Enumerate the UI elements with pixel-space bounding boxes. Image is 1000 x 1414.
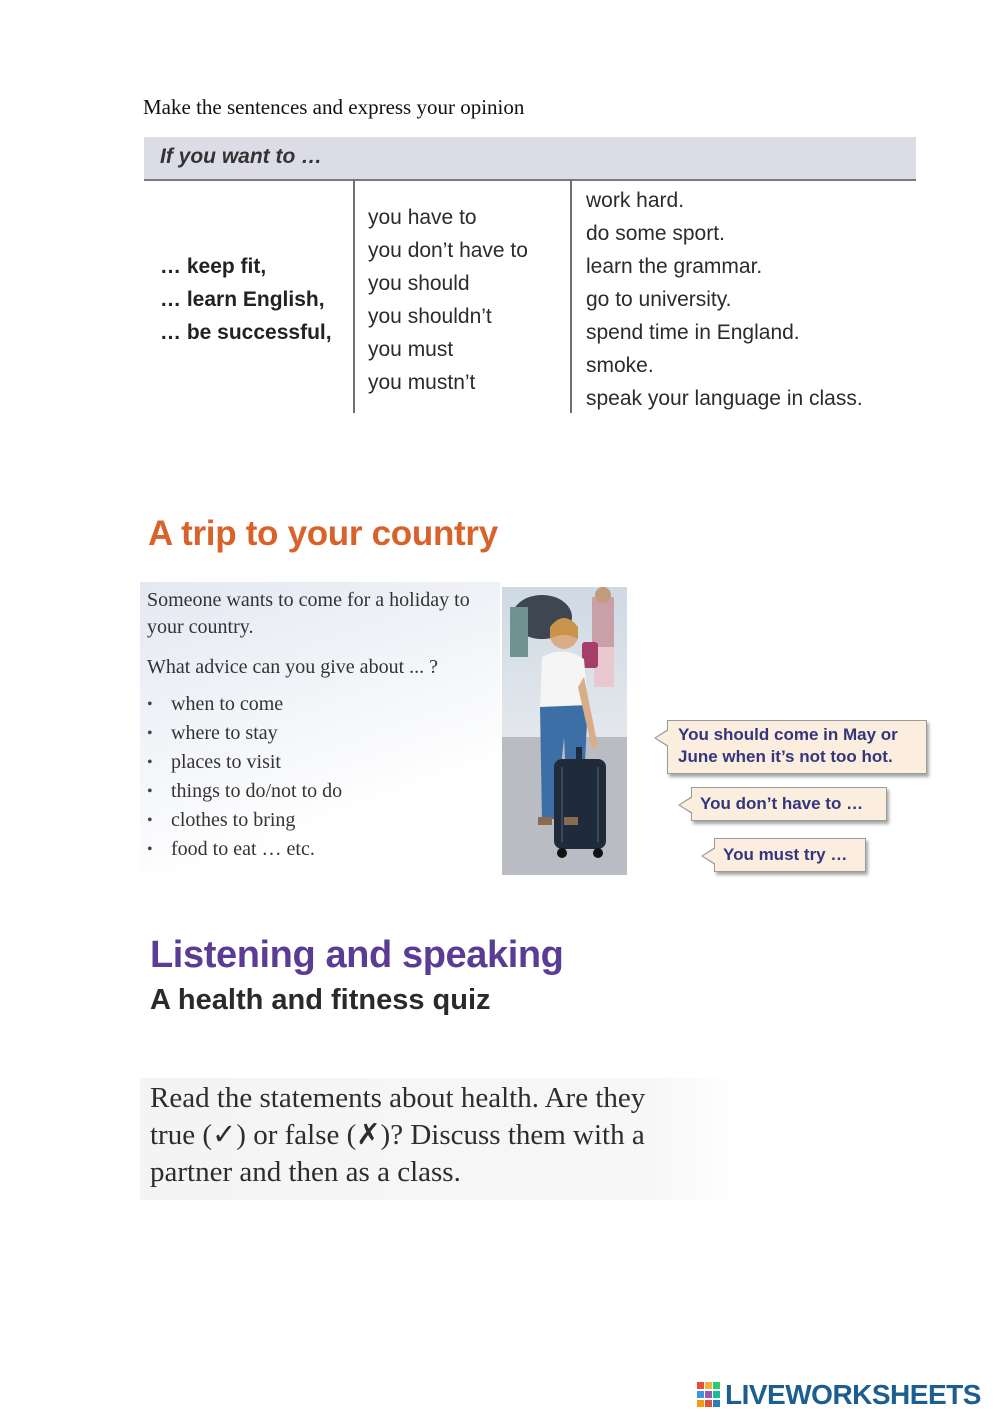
table-cell: work hard.: [586, 189, 685, 212]
column-divider: [353, 179, 355, 413]
table-cell: go to university.: [586, 288, 732, 311]
table-cell: you must: [368, 338, 454, 361]
speech-bubble: [691, 787, 887, 821]
table-cell: … keep fit,: [160, 255, 267, 278]
table-column-goals: [160, 250, 332, 349]
logo-icon: [697, 1382, 721, 1408]
list-item: • places to visit: [147, 748, 342, 777]
reading-line: partner and then as a class.: [150, 1156, 461, 1188]
speech-bubble: [667, 720, 927, 774]
table-header-label: If you want to …: [160, 145, 323, 168]
reading-instructions: [150, 1080, 750, 1191]
table-cell: … learn English,: [160, 288, 325, 311]
table-cell: speak your language in class.: [586, 387, 863, 410]
logo-text: LIVEWORKSHEETS: [725, 1379, 981, 1410]
table-column-actions: [586, 184, 863, 415]
table-cell: spend time in England.: [586, 321, 800, 344]
speech-bubble: [714, 838, 866, 872]
table-column-modals: [368, 201, 528, 399]
table-cell: do some sport.: [586, 222, 725, 245]
table-cell: you mustn’t: [368, 371, 476, 394]
table-cell: you don’t have to: [368, 239, 528, 262]
trip-title: A trip to your country: [148, 514, 498, 553]
trip-intro: Someone wants to come for a holiday to your country.: [147, 589, 470, 638]
table-cell: you should: [368, 272, 470, 295]
list-item: • where to stay: [147, 719, 342, 748]
table-cell: smoke.: [586, 354, 654, 377]
list-item: • clothes to bring: [147, 806, 342, 835]
reading-line: Read the statements about health. Are they: [150, 1082, 646, 1114]
list-item: • when to come: [147, 690, 342, 719]
list-item: • food to eat … etc.: [147, 835, 342, 864]
speech-bubble-text: You should come in May or June when it’s not too hot.: [678, 725, 898, 766]
table-cell: learn the grammar.: [586, 255, 763, 278]
advice-list: [147, 690, 342, 864]
trip-question: What advice can you give about ... ?: [147, 656, 438, 678]
listening-title: Listening and speaking: [150, 934, 564, 976]
table-header: [144, 137, 916, 181]
traveller-photo: [502, 587, 627, 875]
instruction-text: Make the sentences and express your opinion: [143, 95, 525, 119]
list-item: • things to do/not to do: [147, 777, 342, 806]
table-cell: you have to: [368, 206, 477, 229]
speech-bubble-text: You must try …: [723, 845, 848, 864]
table-cell: … be successful,: [160, 321, 332, 344]
table-cell: you shouldn’t: [368, 305, 492, 328]
traveller-illustration: [502, 587, 627, 875]
speech-bubble-text: You don’t have to …: [700, 794, 864, 813]
reading-line: true (✓) or false (✗)? Discuss them with a: [150, 1119, 645, 1151]
listening-subtitle: A health and fitness quiz: [150, 984, 491, 1016]
column-divider: [570, 179, 572, 413]
